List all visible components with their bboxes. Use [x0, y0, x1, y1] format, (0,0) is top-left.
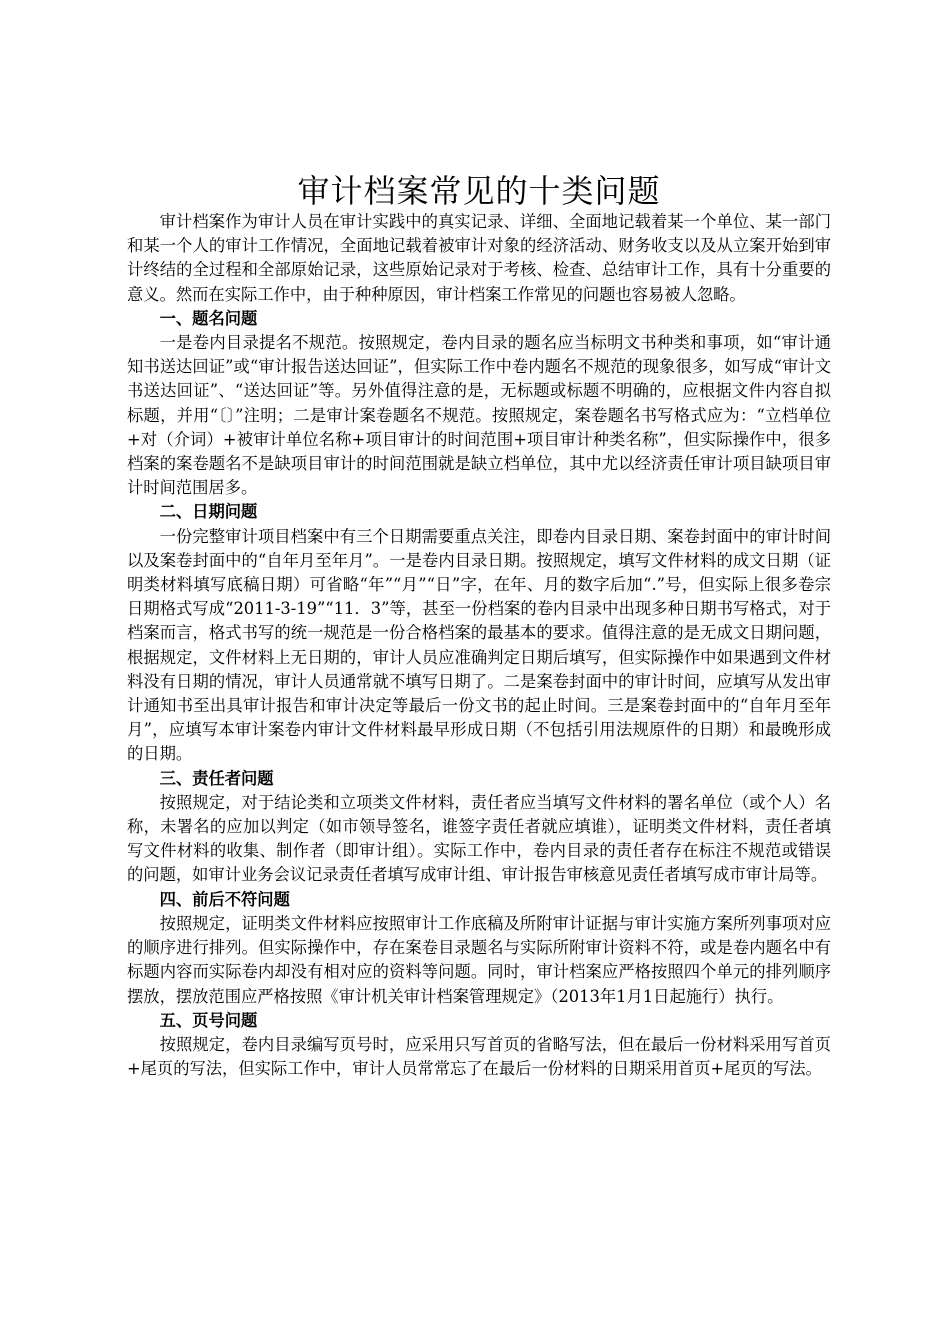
document-page [127, 172, 831, 1081]
document-title: 审计档案常见的十类问题 [297, 172, 661, 210]
section-heading-title-issues: 一、题名问题 [159, 308, 258, 328]
section-body-title-issues: 一是卷内目录提名不规范。按照规定，卷内目录的题名应当标明文书种类和事项，如“审计通知书送达回证”或“审计报告送达回证”，但实际工作中卷内题名不规范的现象很多，如写成“审计文书送达回证”、“送达回证”等。另外值得注意的是，无标题或标题不明确的，应根据文件内容自拟标题，并用“〔〕”注明；二是审计案卷题名不规范。按照规定，案卷题名书写格式应为：“立档单位+对（介词）+被审计单位名称+项目审计的时间范围+项目审计种类名称”，但实际操作中，很多档案的案卷题名不是缺项目审计的时间范围就是缺立档单位，其中尤以经济责任审计项目缺项目审计时间范围居多。 [127, 333, 831, 498]
intro-paragraph: 审计档案作为审计人员在审计实践中的真实记录、详细、全面地记载着某一个单位、某一部门和某一个人的审计工作情况，全面地记载着被审计对象的经济活动、财务收支以及从立案开始到审计终结的全过程和全部原始记录，这些原始记录对于考核、检查、总结审计工作，具有十分重要的意义。然而在实际工作中，由于种种原因，审计档案工作常见的问题也容易被人忽略。 [127, 212, 831, 304]
section-heading-page-number-issues: 五、页号问题 [159, 1010, 258, 1030]
section-body-page-number-issues: 按照规定，卷内目录编写页号时，应采用只写首页的省略写法，但在最后一份材料采用写首页+尾页的写法，但实际工作中，审计人员常常忘了在最后一份材料的日期采用首页+尾页的写法。 [127, 1034, 831, 1079]
section-body-responsible-party-issues: 按照规定，对于结论类和立项类文件材料，责任者应当填写文件材料的署名单位（或个人）名称，未署名的应加以判定（如市领导签名，谁签字责任者就应填谁），证明类文件材料，责任者填写文件材料的收集、制作者（即审计组）。实际工作中，卷内目录的责任者存在标注不规范或错误的问题，如审计业务会议记录责任者填写成审计组、审计报告审核意见责任者填写成市审计局等。 [127, 792, 831, 885]
section-heading-date-issues: 二、日期问题 [159, 502, 258, 522]
section-body-date-issues: 一份完整审计项目档案中有三个日期需要重点关注，即卷内目录日期、案卷封面中的审计时间以及案卷封面中的“自年月至年月”。一是卷内目录日期。按照规定，填写文件材料的成文日期（证明类材料填写底稿日期）可省略“年”“月”“日”字，在年、月的数字后加“.”号，但实际上很多卷宗日期格式写成“2011-3-19”“11．3”等，甚至一份档案的卷内目录中出现多种日期书写格式，对于档案而言，格式书写的统一规范是一份合格档案的最基本的要求。值得注意的是无成文日期问题，根据规定，文件材料上无日期的，审计人员应准确判定日期后填写，但实际操作中如果遇到文件材料没有日期的情况，审计人员通常就不填写日期了。二是案卷封面中的审计时间，应填写从发出审计通知书至出具审计报告和审计决定等最后一份文书的起止时间。三是案卷封面中的“自年月至年月”，应填写本审计案卷内审计文件材料最早形成日期（不包括引用法规原件的日期）和最晚形成的日期。 [127, 526, 831, 764]
section-body-inconsistency-issues: 按照规定，证明类文件材料应按照审计工作底稿及所附审计证据与审计实施方案所列事项对应的顺序进行排列。但实际操作中，存在案卷目录题名与实际所附审计资料不符，或是卷内题名中有标题内容而实际卷内却没有相对应的资料等问题。同时，审计档案应严格按照四个单元的排列顺序摆放，摆放范围应严格按照《审计机关审计档案管理规定》（2013年1月1日起施行）执行。 [127, 913, 831, 1006]
section-heading-inconsistency-issues: 四、前后不符问题 [159, 889, 290, 909]
section-heading-responsible-party-issues: 三、责任者问题 [159, 768, 274, 788]
